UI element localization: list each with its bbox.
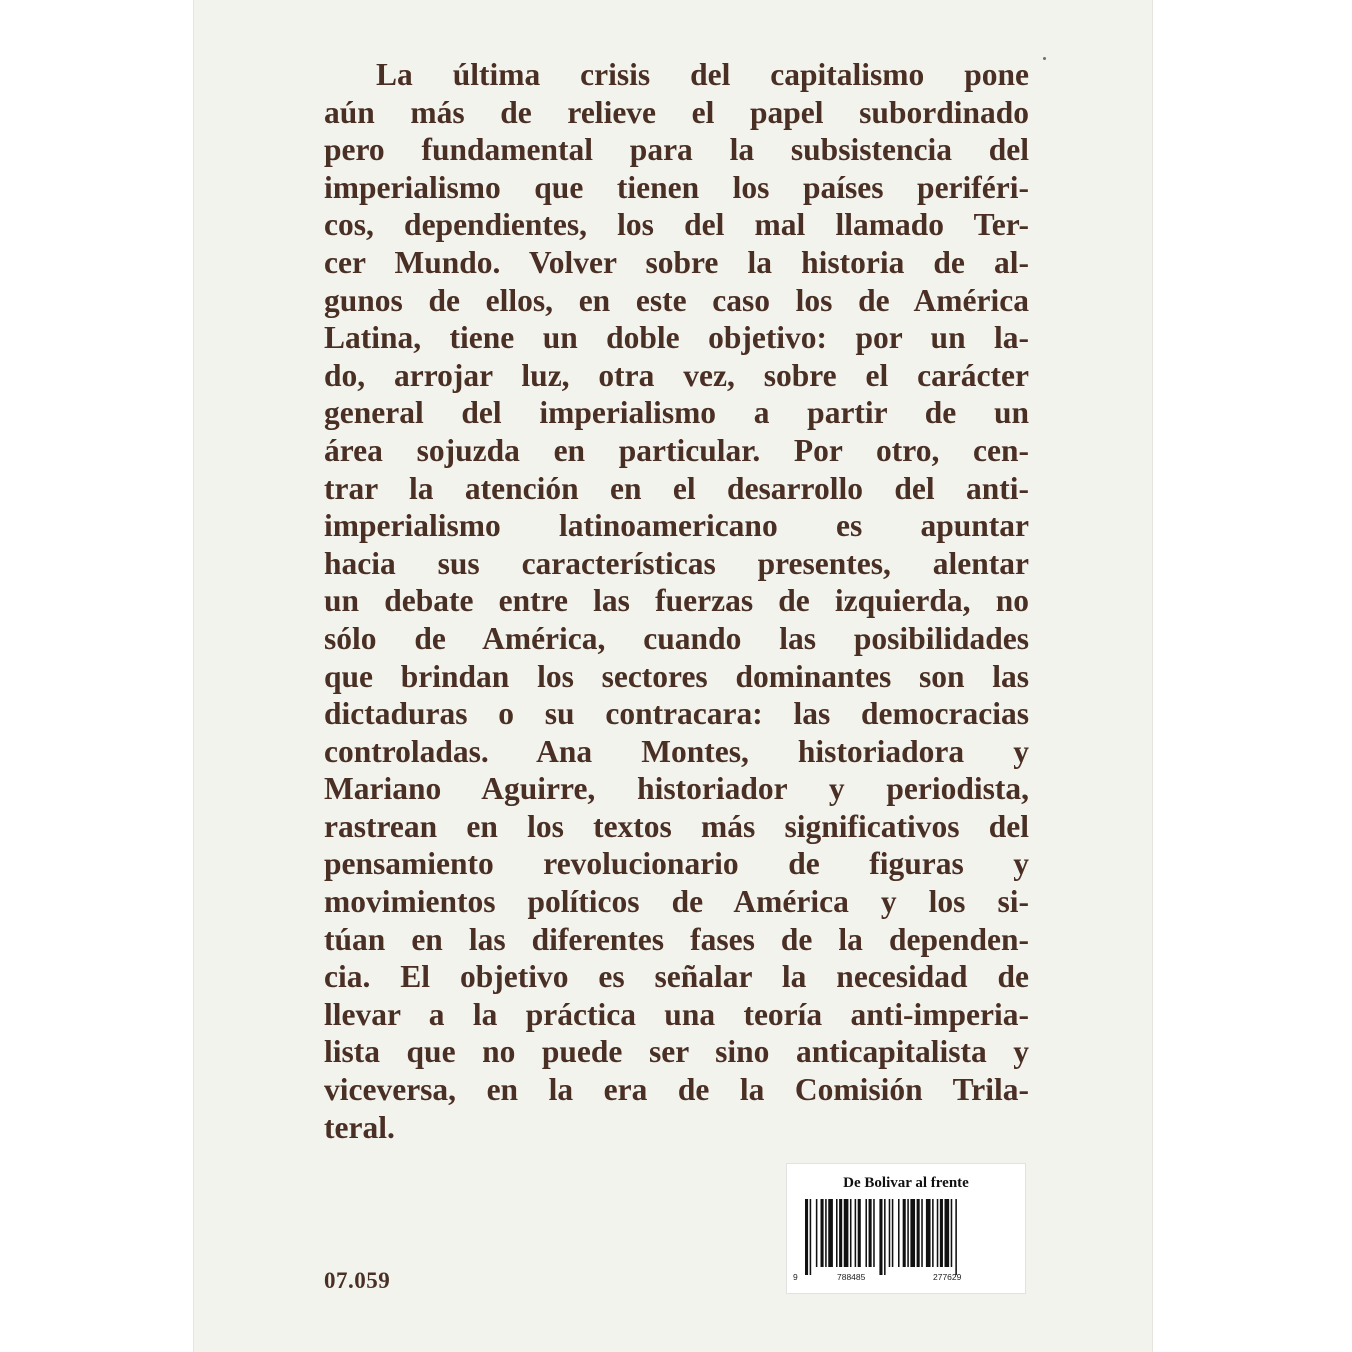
- blurb-line: cer Mundo. Volver sobre la historia de al-: [324, 244, 1029, 280]
- barcode-bar: [865, 1199, 867, 1267]
- barcode-bar: [940, 1199, 943, 1267]
- barcode-bar: [844, 1199, 849, 1267]
- barcode-icon: [805, 1199, 1007, 1275]
- barcode-bar: [921, 1199, 923, 1267]
- blurb-line: área sojuzda en particular. Por otro, cen-: [324, 432, 1029, 468]
- barcode-bar: [825, 1199, 827, 1267]
- blurb-line: controladas. Ana Montes, historiadora y: [324, 733, 1029, 769]
- blurb-line: lista que no puede ser sino anticapitalista y: [324, 1034, 1029, 1070]
- barcode-bar: [858, 1199, 861, 1267]
- blurb-line: gunos de ellos, en este caso los de América: [324, 282, 1029, 318]
- barcode-bar: [828, 1199, 833, 1267]
- blurb-line: Mariano Aguirre, historiador y periodista,: [324, 771, 1029, 807]
- blurb-text: [324, 56, 1029, 1146]
- barcode-sticker: [786, 1163, 1026, 1294]
- barcode-bar: [884, 1199, 886, 1275]
- blurb-line: imperialismo que tienen los países periféri-: [324, 169, 1029, 205]
- barcode-title: De Bolivar al frente: [843, 1175, 969, 1191]
- barcode-bar: [932, 1199, 934, 1267]
- blurb-line: llevar a la práctica una teoría anti-imperia-: [324, 996, 1029, 1032]
- blurb-line: un debate entre las fuerzas de izquierda, no: [324, 583, 1029, 619]
- barcode-right-digits: 277629: [933, 1272, 962, 1282]
- blurb-line: rastrean en los textos más significativos del: [324, 808, 1029, 844]
- blurb-line: Latina, tiene un doble objetivo: por un la-: [324, 320, 1029, 356]
- blurb-line: movimientos políticos de América y los si-: [324, 884, 1029, 920]
- blurb-line: pensamiento revolucionario de figuras y: [324, 846, 1029, 882]
- barcode-bar: [850, 1199, 852, 1267]
- blurb-line: general del imperialismo a partir de un: [324, 395, 1029, 431]
- barcode-bar: [821, 1199, 824, 1267]
- barcode-bar: [879, 1199, 882, 1275]
- blurb-line: cia. El objetivo es señalar la necesidad de: [324, 959, 1029, 995]
- book-back-cover: [193, 0, 1153, 1352]
- barcode-bar: [955, 1199, 957, 1275]
- speck: [1043, 57, 1046, 60]
- barcode-lead-digit: 9: [793, 1272, 798, 1282]
- blurb-line: La última crisis del capitalismo pone: [376, 57, 1029, 92]
- barcode-bar: [839, 1199, 842, 1267]
- barcode-bar: [810, 1199, 812, 1275]
- barcode-bar: [903, 1199, 906, 1267]
- barcode-bar: [910, 1199, 915, 1267]
- barcode-bar: [816, 1199, 818, 1267]
- blurb-line: túan en las diferentes fases de la dependen-: [324, 921, 1029, 957]
- blurb-line: imperialismo latinoamericano es apuntar: [324, 508, 1029, 544]
- blurb-line: hacia sus características presentes, alentar: [324, 545, 1029, 581]
- blurb-line: aún más de relieve el papel subordinado: [324, 94, 1029, 130]
- barcode-left-digits: 788485: [837, 1272, 866, 1282]
- barcode-bar: [836, 1199, 838, 1267]
- blurb-line: que brindan los sectores dominantes son las: [324, 658, 1029, 694]
- blurb-line: trar la atención en el desarrollo del anti-: [324, 470, 1029, 506]
- barcode-bar: [926, 1199, 931, 1267]
- barcode-bar: [805, 1199, 808, 1275]
- barcode-bar: [892, 1199, 894, 1267]
- barcode-bar: [898, 1199, 900, 1267]
- blurb-line: teral.: [324, 1109, 395, 1145]
- blurb-line: dictaduras o su contracara: las democracias: [324, 696, 1029, 732]
- barcode-bar: [945, 1199, 950, 1267]
- barcode-bar: [873, 1199, 875, 1267]
- barcode-bar: [937, 1199, 939, 1267]
- barcode-bar: [869, 1199, 872, 1267]
- barcode-bar: [889, 1199, 891, 1267]
- barcode-bar: [917, 1199, 920, 1267]
- blurb-line: pero fundamental para la subsistencia del: [324, 132, 1029, 168]
- barcode-bar: [951, 1199, 953, 1267]
- catalog-number: 07.059: [324, 1268, 391, 1293]
- barcode-bar: [855, 1199, 857, 1267]
- blurb-line: cos, dependientes, los del mal llamado Ter-: [324, 207, 1029, 243]
- blurb-line: viceversa, en la era de la Comisión Trila-: [324, 1072, 1029, 1108]
- blurb-line: do, arrojar luz, otra vez, sobre el carácter: [324, 357, 1029, 393]
- barcode-bar: [907, 1199, 909, 1267]
- blurb-line: sólo de América, cuando las posibilidades: [324, 620, 1029, 656]
